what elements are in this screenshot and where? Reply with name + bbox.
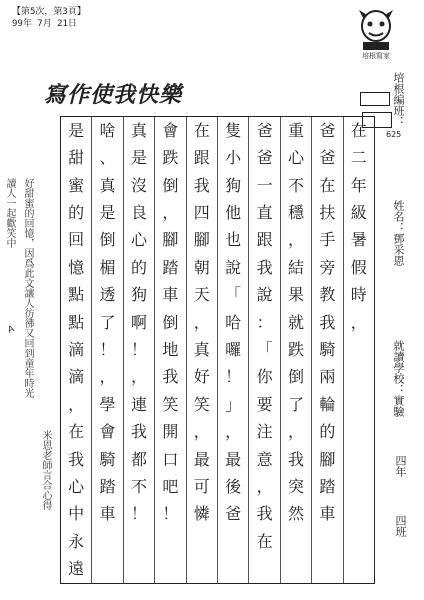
logo-text: 培根寫家 <box>362 52 390 60</box>
essay-char: 憐 <box>193 504 210 524</box>
essay-char: 在 <box>193 120 210 140</box>
essay-char: 車 <box>99 504 116 524</box>
essay-char: 說 <box>256 285 273 305</box>
essay-char <box>218 528 248 555</box>
essay-char: 重 <box>287 120 304 140</box>
essay-char: 狗 <box>225 175 242 195</box>
essay-char: 連 <box>130 394 147 414</box>
essay-char: 會 <box>99 422 116 442</box>
essay-char: 我 <box>256 257 273 277</box>
essay-char <box>249 556 279 583</box>
essay-char: ， <box>287 230 304 250</box>
essay-char <box>312 556 342 583</box>
essay-char: 是 <box>68 120 85 140</box>
essay-column <box>280 117 311 583</box>
essay-char: 腳 <box>193 230 210 250</box>
essay-char: 口 <box>162 449 179 469</box>
essay-char: 踏 <box>319 476 336 496</box>
essay-char: 在 <box>319 175 336 195</box>
comment-col-1: 讀人一起歡笑中 <box>4 178 15 248</box>
essay-char: 啥 <box>99 120 116 140</box>
essay-char: 笑 <box>162 394 179 414</box>
essay-char: 心 <box>130 230 147 250</box>
essay-grid <box>60 116 375 584</box>
essay-char: 小 <box>225 148 242 168</box>
logo <box>346 6 406 70</box>
essay-char: 天 <box>193 285 210 305</box>
essay-char: 也 <box>225 230 242 250</box>
essay-char: 我 <box>130 422 147 442</box>
essay-char: 在 <box>68 422 85 442</box>
essay-char: 開 <box>162 422 179 442</box>
essay-char: 好 <box>193 367 210 387</box>
essay-char: 結 <box>287 257 304 277</box>
essay-char: 最 <box>225 449 242 469</box>
essay-char: 一 <box>256 175 273 195</box>
essay-char: 會 <box>162 120 179 140</box>
essay-char: ， <box>287 422 304 442</box>
essay-char: ： <box>256 312 273 332</box>
essay-char: 都 <box>130 449 147 469</box>
essay-char <box>344 364 374 391</box>
essay-char: 倒 <box>99 230 116 250</box>
student-name: 姓名：鄧采恩 <box>392 200 405 266</box>
essay-char: ， <box>225 422 242 442</box>
essay-char: 四 <box>193 202 210 222</box>
essay-column <box>61 117 91 583</box>
essay-char: 真 <box>130 120 147 140</box>
essay-char: 腳 <box>319 449 336 469</box>
essay-char <box>344 418 374 445</box>
essay-char: 說 <box>225 257 242 277</box>
page-title: 寫作使我快樂 <box>44 82 183 108</box>
essay-char: 扶 <box>319 202 336 222</box>
essay-char <box>155 528 185 555</box>
essay-column <box>217 117 248 583</box>
essay-char: 可 <box>193 476 210 496</box>
essay-char: 時 <box>350 285 367 305</box>
essay-char: 爸 <box>256 120 273 140</box>
essay-char: 朝 <box>193 257 210 277</box>
essay-char: 笑 <box>193 394 210 414</box>
essay-char: 倒 <box>287 367 304 387</box>
essay-char: 在 <box>350 120 367 140</box>
essay-char: 永 <box>68 531 85 551</box>
essay-char: 遠 <box>68 559 85 579</box>
essay-char: 爸 <box>225 504 242 524</box>
essay-char: 透 <box>99 285 116 305</box>
essay-char <box>281 556 311 583</box>
essay-char <box>218 556 248 583</box>
essay-char: ！ <box>99 339 116 359</box>
essay-char: 我 <box>68 449 85 469</box>
essay-char <box>92 556 122 583</box>
essay-char: ！ <box>162 504 179 524</box>
essay-char: ， <box>99 367 116 387</box>
essay-char: 爸 <box>256 148 273 168</box>
essay-char: 然 <box>287 504 304 524</box>
essay-char <box>344 501 374 528</box>
essay-char: 踏 <box>99 476 116 496</box>
essay-column <box>154 117 185 583</box>
page-header <box>12 6 86 30</box>
essay-char: ， <box>162 202 179 222</box>
essay-char <box>344 473 374 500</box>
essay-char: 教 <box>319 285 336 305</box>
essay-char: 滴 <box>68 367 85 387</box>
code-value: 625 <box>386 130 402 139</box>
essay-column <box>311 117 342 583</box>
essay-char: 倒 <box>162 312 179 332</box>
essay-char: 的 <box>130 257 147 277</box>
essay-char: 心 <box>68 476 85 496</box>
essay-column <box>248 117 279 583</box>
comment-col-3: 米恩老師言合心得 <box>40 430 51 510</box>
essay-char: 我 <box>162 367 179 387</box>
score-mark: A <box>6 324 16 336</box>
essay-char: 哈 <box>225 312 242 332</box>
essay-char: 沒 <box>130 175 147 195</box>
essay-char: ， <box>350 312 367 332</box>
essay-column <box>186 117 217 583</box>
essay-char: 你 <box>256 367 273 387</box>
essay-char: 他 <box>225 202 242 222</box>
essay-char: 吧 <box>162 476 179 496</box>
page-number: 【第5次，第3頁】 <box>12 7 86 17</box>
essay-char <box>312 528 342 555</box>
essay-char: 的 <box>319 422 336 442</box>
essay-char: 穩 <box>287 202 304 222</box>
essay-char: 了 <box>287 394 304 414</box>
essay-char: 跟 <box>256 230 273 250</box>
essay-char: 旁 <box>319 257 336 277</box>
essay-column <box>343 117 374 583</box>
essay-char: 年 <box>350 175 367 195</box>
essay-char: 車 <box>319 504 336 524</box>
essay-char: 爸 <box>319 148 336 168</box>
essay-char <box>124 556 154 583</box>
classroom-label: 培根編班： <box>392 72 405 127</box>
essay-column <box>91 117 122 583</box>
essay-char <box>344 556 374 583</box>
essay-char: 倒 <box>162 175 179 195</box>
essay-char: 隻 <box>225 120 242 140</box>
essay-char: 意 <box>256 449 273 469</box>
essay-column <box>123 117 154 583</box>
essay-char: 囉 <box>225 339 242 359</box>
essay-char: 暑 <box>350 230 367 250</box>
essay-char: 了 <box>99 312 116 332</box>
essay-char: 是 <box>99 202 116 222</box>
essay-char: 、 <box>99 148 116 168</box>
essay-char: ， <box>130 367 147 387</box>
essay-char: ， <box>193 312 210 332</box>
essay-char <box>187 556 217 583</box>
essay-char: 「 <box>256 339 273 359</box>
essay-char <box>92 528 122 555</box>
essay-char: 點 <box>68 285 85 305</box>
essay-char: 跌 <box>287 339 304 359</box>
essay-char: 楣 <box>99 257 116 277</box>
essay-char: 心 <box>287 148 304 168</box>
essay-char: ， <box>193 422 210 442</box>
essay-char: 不 <box>287 175 304 195</box>
essay-char: 不 <box>130 476 147 496</box>
school-name: 就讀學校：實驗 <box>392 340 405 417</box>
essay-char: 輪 <box>319 394 336 414</box>
essay-char: 爸 <box>319 120 336 140</box>
essay-char: 後 <box>225 476 242 496</box>
essay-char: 注 <box>256 422 273 442</box>
essay-char <box>344 446 374 473</box>
essay-char: 踏 <box>162 257 179 277</box>
essay-char: ， <box>256 476 273 496</box>
essay-char: 回 <box>68 230 85 250</box>
essay-char: 良 <box>130 202 147 222</box>
essay-char: 中 <box>68 504 85 524</box>
essay-char: 的 <box>68 202 85 222</box>
essay-char: 兩 <box>319 367 336 387</box>
essay-char <box>124 528 154 555</box>
essay-char: 狗 <box>130 285 147 305</box>
essay-char: 騎 <box>99 449 116 469</box>
essay-char <box>155 556 185 583</box>
essay-char <box>344 391 374 418</box>
essay-char: ， <box>68 394 85 414</box>
essay-char: 直 <box>256 202 273 222</box>
essay-char: 騎 <box>319 339 336 359</box>
essay-char: ！ <box>130 504 147 524</box>
essay-char: 蜜 <box>68 175 85 195</box>
essay-char: ！ <box>225 367 242 387</box>
essay-char: 我 <box>319 312 336 332</box>
essay-char: 突 <box>287 476 304 496</box>
essay-char <box>187 528 217 555</box>
essay-char: 點 <box>68 312 85 332</box>
essay-char: 我 <box>193 175 210 195</box>
essay-char: 在 <box>256 531 273 551</box>
grade: 四年 <box>394 455 407 477</box>
essay-char: 憶 <box>68 257 85 277</box>
essay-char: 是 <box>130 148 147 168</box>
essay-char: 甜 <box>68 148 85 168</box>
essay-char: 果 <box>287 285 304 305</box>
essay-char: 滴 <box>68 339 85 359</box>
essay-char: 我 <box>256 504 273 524</box>
essay-char <box>344 336 374 363</box>
essay-char: 」 <box>225 394 242 414</box>
essay-char: 真 <box>99 175 116 195</box>
essay-char: 二 <box>350 148 367 168</box>
essay-char: 手 <box>319 230 336 250</box>
mascot-logo-icon <box>355 6 397 52</box>
essay-char: 真 <box>193 339 210 359</box>
essay-char <box>281 528 311 555</box>
essay-char <box>344 528 374 555</box>
classroom-box <box>360 92 390 106</box>
essay-char: 假 <box>350 257 367 277</box>
essay-char: 最 <box>193 449 210 469</box>
essay-char: 學 <box>99 394 116 414</box>
essay-char: 車 <box>162 285 179 305</box>
essay-char: 級 <box>350 202 367 222</box>
essay-char: 啊 <box>130 312 147 332</box>
essay-char: 腳 <box>162 230 179 250</box>
essay-char: 地 <box>162 339 179 359</box>
class: 四班 <box>394 515 407 537</box>
essay-char: 跌 <box>162 148 179 168</box>
essay-char: 要 <box>256 394 273 414</box>
essay-char: 我 <box>287 449 304 469</box>
comment-col-2: 好甜蜜的回憶，因爲此文讓人彷彿又回到童年時光 <box>22 178 33 398</box>
essay-char: 就 <box>287 312 304 332</box>
essay-char: 跟 <box>193 148 210 168</box>
date-line: 99年 7月 21日 <box>12 19 77 29</box>
essay-char: ！ <box>130 339 147 359</box>
essay-char: 「 <box>225 285 242 305</box>
